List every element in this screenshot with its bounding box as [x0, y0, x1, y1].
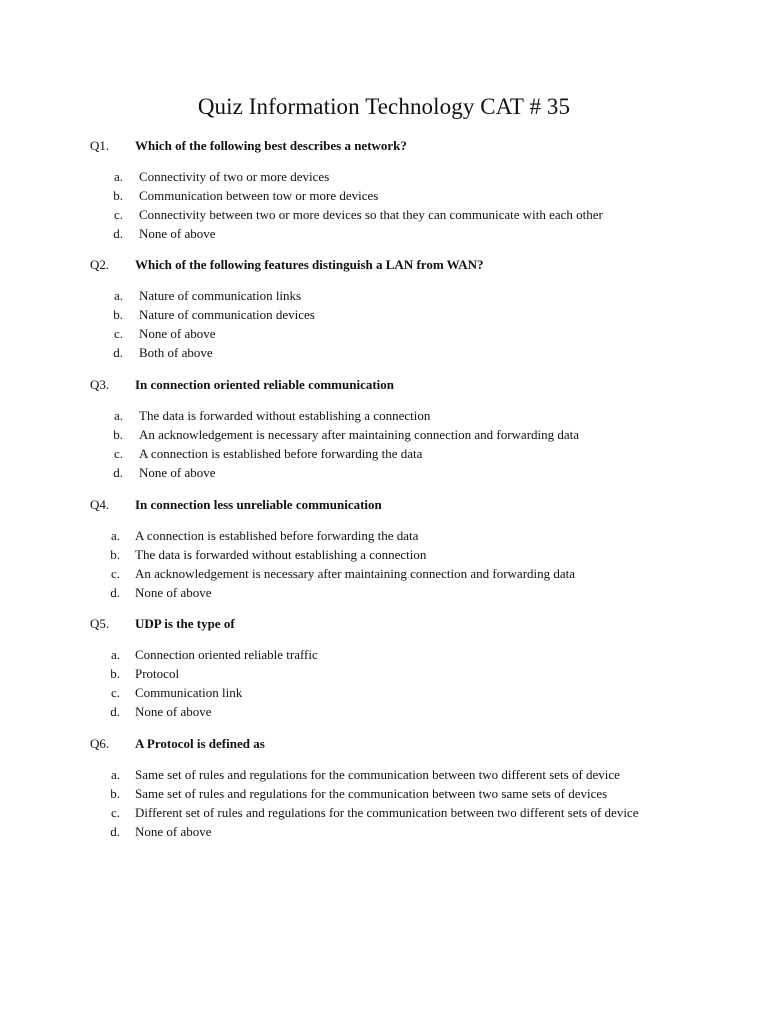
- option-a: [0, 406, 768, 425]
- option-b: [0, 186, 768, 205]
- question-number: Q5.: [90, 616, 110, 631]
- option-b: [0, 425, 768, 444]
- option-text: None of above: [135, 824, 212, 839]
- option-letter: b.: [110, 666, 120, 681]
- option-list: [0, 167, 768, 243]
- option-d: [0, 583, 768, 602]
- option-d: [0, 463, 768, 482]
- option-letter: d.: [113, 345, 123, 360]
- option-list: [0, 406, 768, 482]
- option-text: Nature of communication devices: [139, 307, 315, 322]
- question-number: Q6.: [90, 736, 110, 751]
- option-text: A connection is established before forwarding the data: [139, 446, 423, 461]
- option-letter: d.: [110, 824, 120, 839]
- question-text: In connection less unreliable communication: [135, 497, 382, 512]
- question-number: Q2.: [90, 257, 110, 272]
- option-d: [0, 343, 768, 362]
- option-a: [0, 526, 768, 545]
- option-text: None of above: [135, 704, 212, 719]
- option-text: Both of above: [139, 345, 213, 360]
- option-letter: a.: [110, 767, 120, 782]
- option-d: [0, 702, 768, 721]
- option-a: [0, 167, 768, 186]
- question-text: In connection oriented reliable communication: [135, 377, 395, 392]
- option-text: Communication between tow or more devices: [139, 188, 379, 203]
- page-title: Quiz Information Technology CAT # 35: [197, 94, 571, 119]
- option-letter: b.: [113, 307, 123, 322]
- question-number: Q4.: [90, 497, 110, 512]
- option-letter: a.: [113, 288, 123, 303]
- option-text: The data is forwarded without establishing a connection: [135, 547, 427, 562]
- option-letter: a.: [113, 169, 123, 184]
- option-letter: b.: [113, 188, 123, 203]
- option-text: The data is forwarded without establishing a connection: [139, 408, 431, 423]
- option-d: [0, 822, 768, 841]
- option-a: [0, 286, 768, 305]
- question-text: Which of the following best describes a network?: [135, 138, 407, 153]
- option-text: Connectivity between two or more devices so that they can communicate with each other: [139, 207, 603, 222]
- option-list: [0, 645, 768, 721]
- option-c: [0, 803, 768, 822]
- option-text: None of above: [135, 585, 212, 600]
- option-letter: a.: [113, 408, 123, 423]
- option-letter: b.: [110, 786, 120, 801]
- option-letter: c.: [110, 805, 120, 820]
- option-text: Connection oriented reliable traffic: [135, 647, 318, 662]
- option-letter: c.: [110, 685, 120, 700]
- option-letter: b.: [110, 547, 120, 562]
- option-b: [0, 545, 768, 564]
- option-text: An acknowledgement is necessary after maintaining connection and forwarding data: [135, 566, 576, 581]
- option-text: Same set of rules and regulations for the communication between two same sets of devices: [135, 786, 608, 801]
- option-text: Connectivity of two or more devices: [139, 169, 330, 184]
- option-letter: c.: [113, 446, 123, 461]
- option-c: [0, 683, 768, 702]
- option-letter: b.: [113, 427, 123, 442]
- question-number: Q3.: [90, 377, 110, 392]
- option-list: [0, 526, 768, 602]
- option-text: A connection is established before forwarding the data: [135, 528, 419, 543]
- option-letter: d.: [113, 465, 123, 480]
- option-letter: d.: [110, 585, 120, 600]
- option-letter: d.: [113, 226, 123, 241]
- option-text: Nature of communication links: [139, 288, 302, 303]
- option-text: Different set of rules and regulations for the communication between two different sets of device: [135, 805, 639, 820]
- option-letter: a.: [110, 647, 120, 662]
- option-c: [0, 564, 768, 583]
- question-text: UDP is the type of: [135, 616, 235, 631]
- option-letter: c.: [113, 326, 123, 341]
- option-letter: d.: [110, 704, 120, 719]
- option-c: [0, 205, 768, 224]
- option-letter: c.: [110, 566, 120, 581]
- option-letter: a.: [110, 528, 120, 543]
- option-b: [0, 664, 768, 683]
- option-c: [0, 324, 768, 343]
- option-list: [0, 286, 768, 362]
- option-text: None of above: [139, 326, 216, 341]
- option-text: Same set of rules and regulations for the communication between two different sets of device: [135, 767, 620, 782]
- option-a: [0, 645, 768, 664]
- option-letter: c.: [113, 207, 123, 222]
- option-a: [0, 765, 768, 784]
- option-b: [0, 305, 768, 324]
- question-text: A Protocol is defined as: [135, 736, 265, 751]
- option-d: [0, 224, 768, 243]
- option-text: None of above: [139, 465, 216, 480]
- option-list: [0, 765, 768, 841]
- question-number: Q1.: [90, 138, 110, 153]
- option-text: An acknowledgement is necessary after maintaining connection and forwarding data: [139, 427, 580, 442]
- option-text: Protocol: [135, 666, 180, 681]
- option-text: Communication link: [135, 685, 243, 700]
- question-text: Which of the following features distinguish a LAN from WAN?: [135, 257, 484, 272]
- option-text: None of above: [139, 226, 216, 241]
- option-c: [0, 444, 768, 463]
- option-b: [0, 784, 768, 803]
